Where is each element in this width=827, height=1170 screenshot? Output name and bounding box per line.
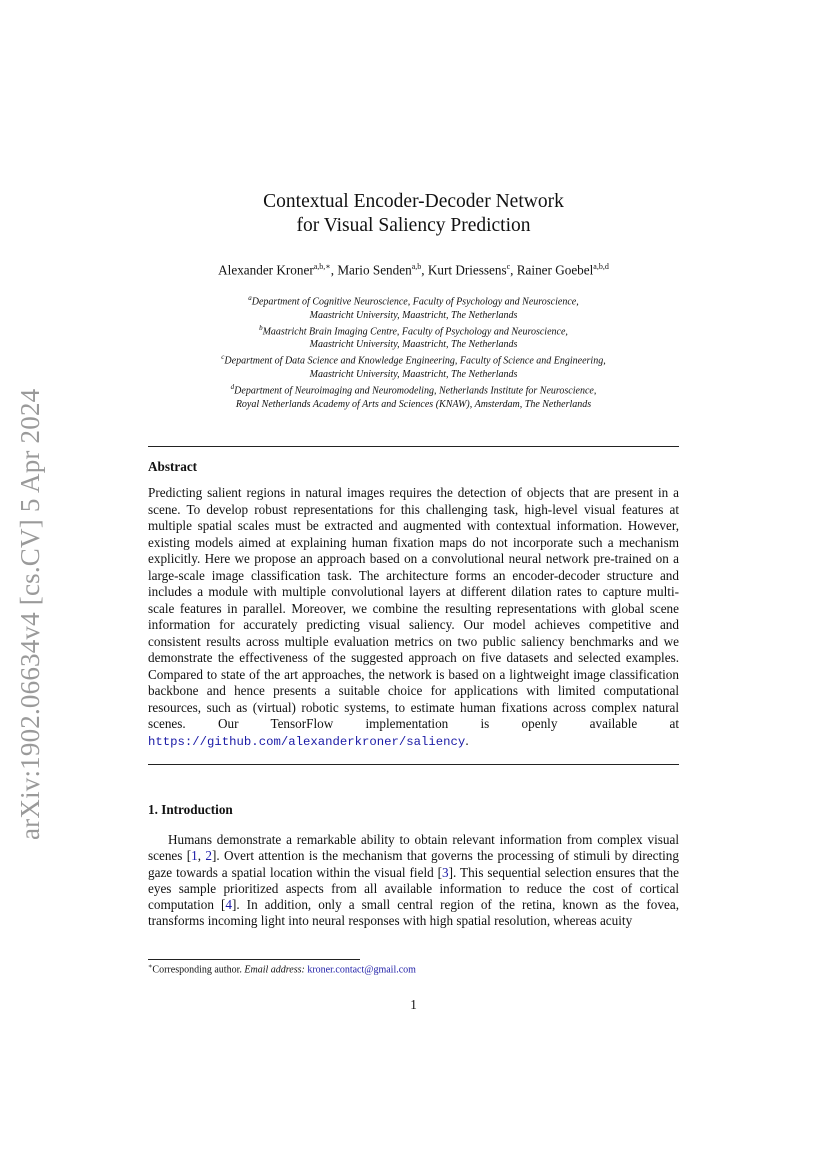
author-affil-mark: c xyxy=(506,262,511,271)
abstract-text: Predicting salient regions in natural images requires the detection of objects that are present in a scene. To develop robust representations for this challenging task, high-level visual features at multiple spatial scales must be extracted and augmented with contextual information. However, existing models aimed at explaining human fixation maps do not incorporate such a mechanism explicitly. Here we propose an approach based on a convolutional neural network pre-trained on a large-scale image classification task. The architecture forms an encoder-decoder structure and includes a module with multiple convolutional layers at different dilation rates to capture multi-scale features in parallel. Moreover, we combine the resulting representations with global scene information for accurately predicting visual saliency. Our model achieves competitive and consistent results across multiple evaluation metrics on two public saliency benchmarks and we demonstrate the effectiveness of the suggested approach on five datasets and selected examples. Compared to state of the art approaches, the network is based on a lightweight image classification backbone and hence presents a suitable choice for applications with limited computational resources, such as (virtual) robotic systems, to estimate human fixations across complex natural scenes. Our TensorFlow implementation is openly available at https://github.com/alexanderkroner/saliency. xyxy=(148,485,679,749)
affiliation-line: $^b$Maastricht Brain Imaging Centre, Faculty of Psychology and Neuroscience, xyxy=(259,323,568,338)
email-link[interactable]: kroner.contact@gmail.com xyxy=(307,964,416,976)
affiliation-line: Maastricht University, Maastricht, The Netherlands xyxy=(309,339,518,351)
arxiv-identifier-stamp: arXiv:1902.06634v4 [cs.CV] 5 Apr 2024 xyxy=(15,388,45,840)
paper-title xyxy=(0,190,827,238)
author-affil-mark: a,b,d xyxy=(593,262,609,271)
author-name: Mario Senden xyxy=(337,262,412,278)
author-name: Alexander Kroner xyxy=(218,262,314,278)
citation-link[interactable]: 1 xyxy=(191,848,198,864)
abstract-heading: Abstract xyxy=(148,459,198,474)
footnote-rule xyxy=(148,959,360,960)
author-list: Alexander Kroner$^{a,b,∗}$, Mario Senden$^{a,b}$, Kurt Driessens$^c$, Rainer Goebel$^{a,b,d}$ xyxy=(218,262,609,278)
introduction-paragraph: Humans demonstrate a remarkable ability to obtain relevant information from complex visual scenes [1, 2]. Overt attention is the mechanism that governs the processing of stimuli by directing gaze towards a spatial location within the visual field [3]. This sequential selection ensures that the eyes sample prioritized aspects from all available information to reduce the cost of cortical computation [4]. In addition, only a small central region of the retina, known as the fovea, transforms incoming light into neural responses with high spatial resolution, whereas acuity xyxy=(148,832,679,929)
corresponding-author-footnote: ∗Corresponding author. Email address: kroner.contact@gmail.com xyxy=(148,963,416,976)
github-link[interactable]: https://github.com/alexanderkroner/saliency xyxy=(148,734,466,749)
citation-link[interactable]: 3 xyxy=(442,864,449,880)
affiliation-line: Royal Netherlands Academy of Arts and Sciences (KNAW), Amsterdam, The Netherlands xyxy=(235,398,592,410)
title-line-1: Contextual Encoder-Decoder Network xyxy=(263,191,564,212)
affiliation-line: $^a$Department of Cognitive Neuroscience, Faculty of Psychology and Neuroscience, xyxy=(248,294,579,308)
abstract-bottom-rule xyxy=(148,764,679,765)
author-name: Kurt Driessens xyxy=(427,262,507,278)
affiliation-list xyxy=(0,292,827,411)
citation-link[interactable]: 2 xyxy=(205,848,212,864)
page-number: 1 xyxy=(410,997,417,1012)
author-affil-mark: a,b,∗ xyxy=(313,262,331,271)
affiliation-line: $^d$Department of Neuroimaging and Neuromodeling, Netherlands Institute for Neuroscience, xyxy=(230,383,597,397)
affiliation-line: Maastricht University, Maastricht, The Netherlands xyxy=(309,369,518,380)
title-line-2: for Visual Saliency Prediction xyxy=(296,215,531,236)
abstract-top-rule xyxy=(148,446,679,447)
author-affil-mark: a,b xyxy=(411,262,422,271)
affiliation-line: $^c$Department of Data Science and Knowledge Engineering, Faculty of Science and Engineering, xyxy=(221,353,606,367)
citation-link[interactable]: 4 xyxy=(225,897,232,913)
affiliation-line: Maastricht University, Maastricht, The Netherlands xyxy=(309,309,518,321)
section-heading-introduction: 1. Introduction xyxy=(148,802,233,817)
author-name: Rainer Goebel xyxy=(516,262,594,278)
